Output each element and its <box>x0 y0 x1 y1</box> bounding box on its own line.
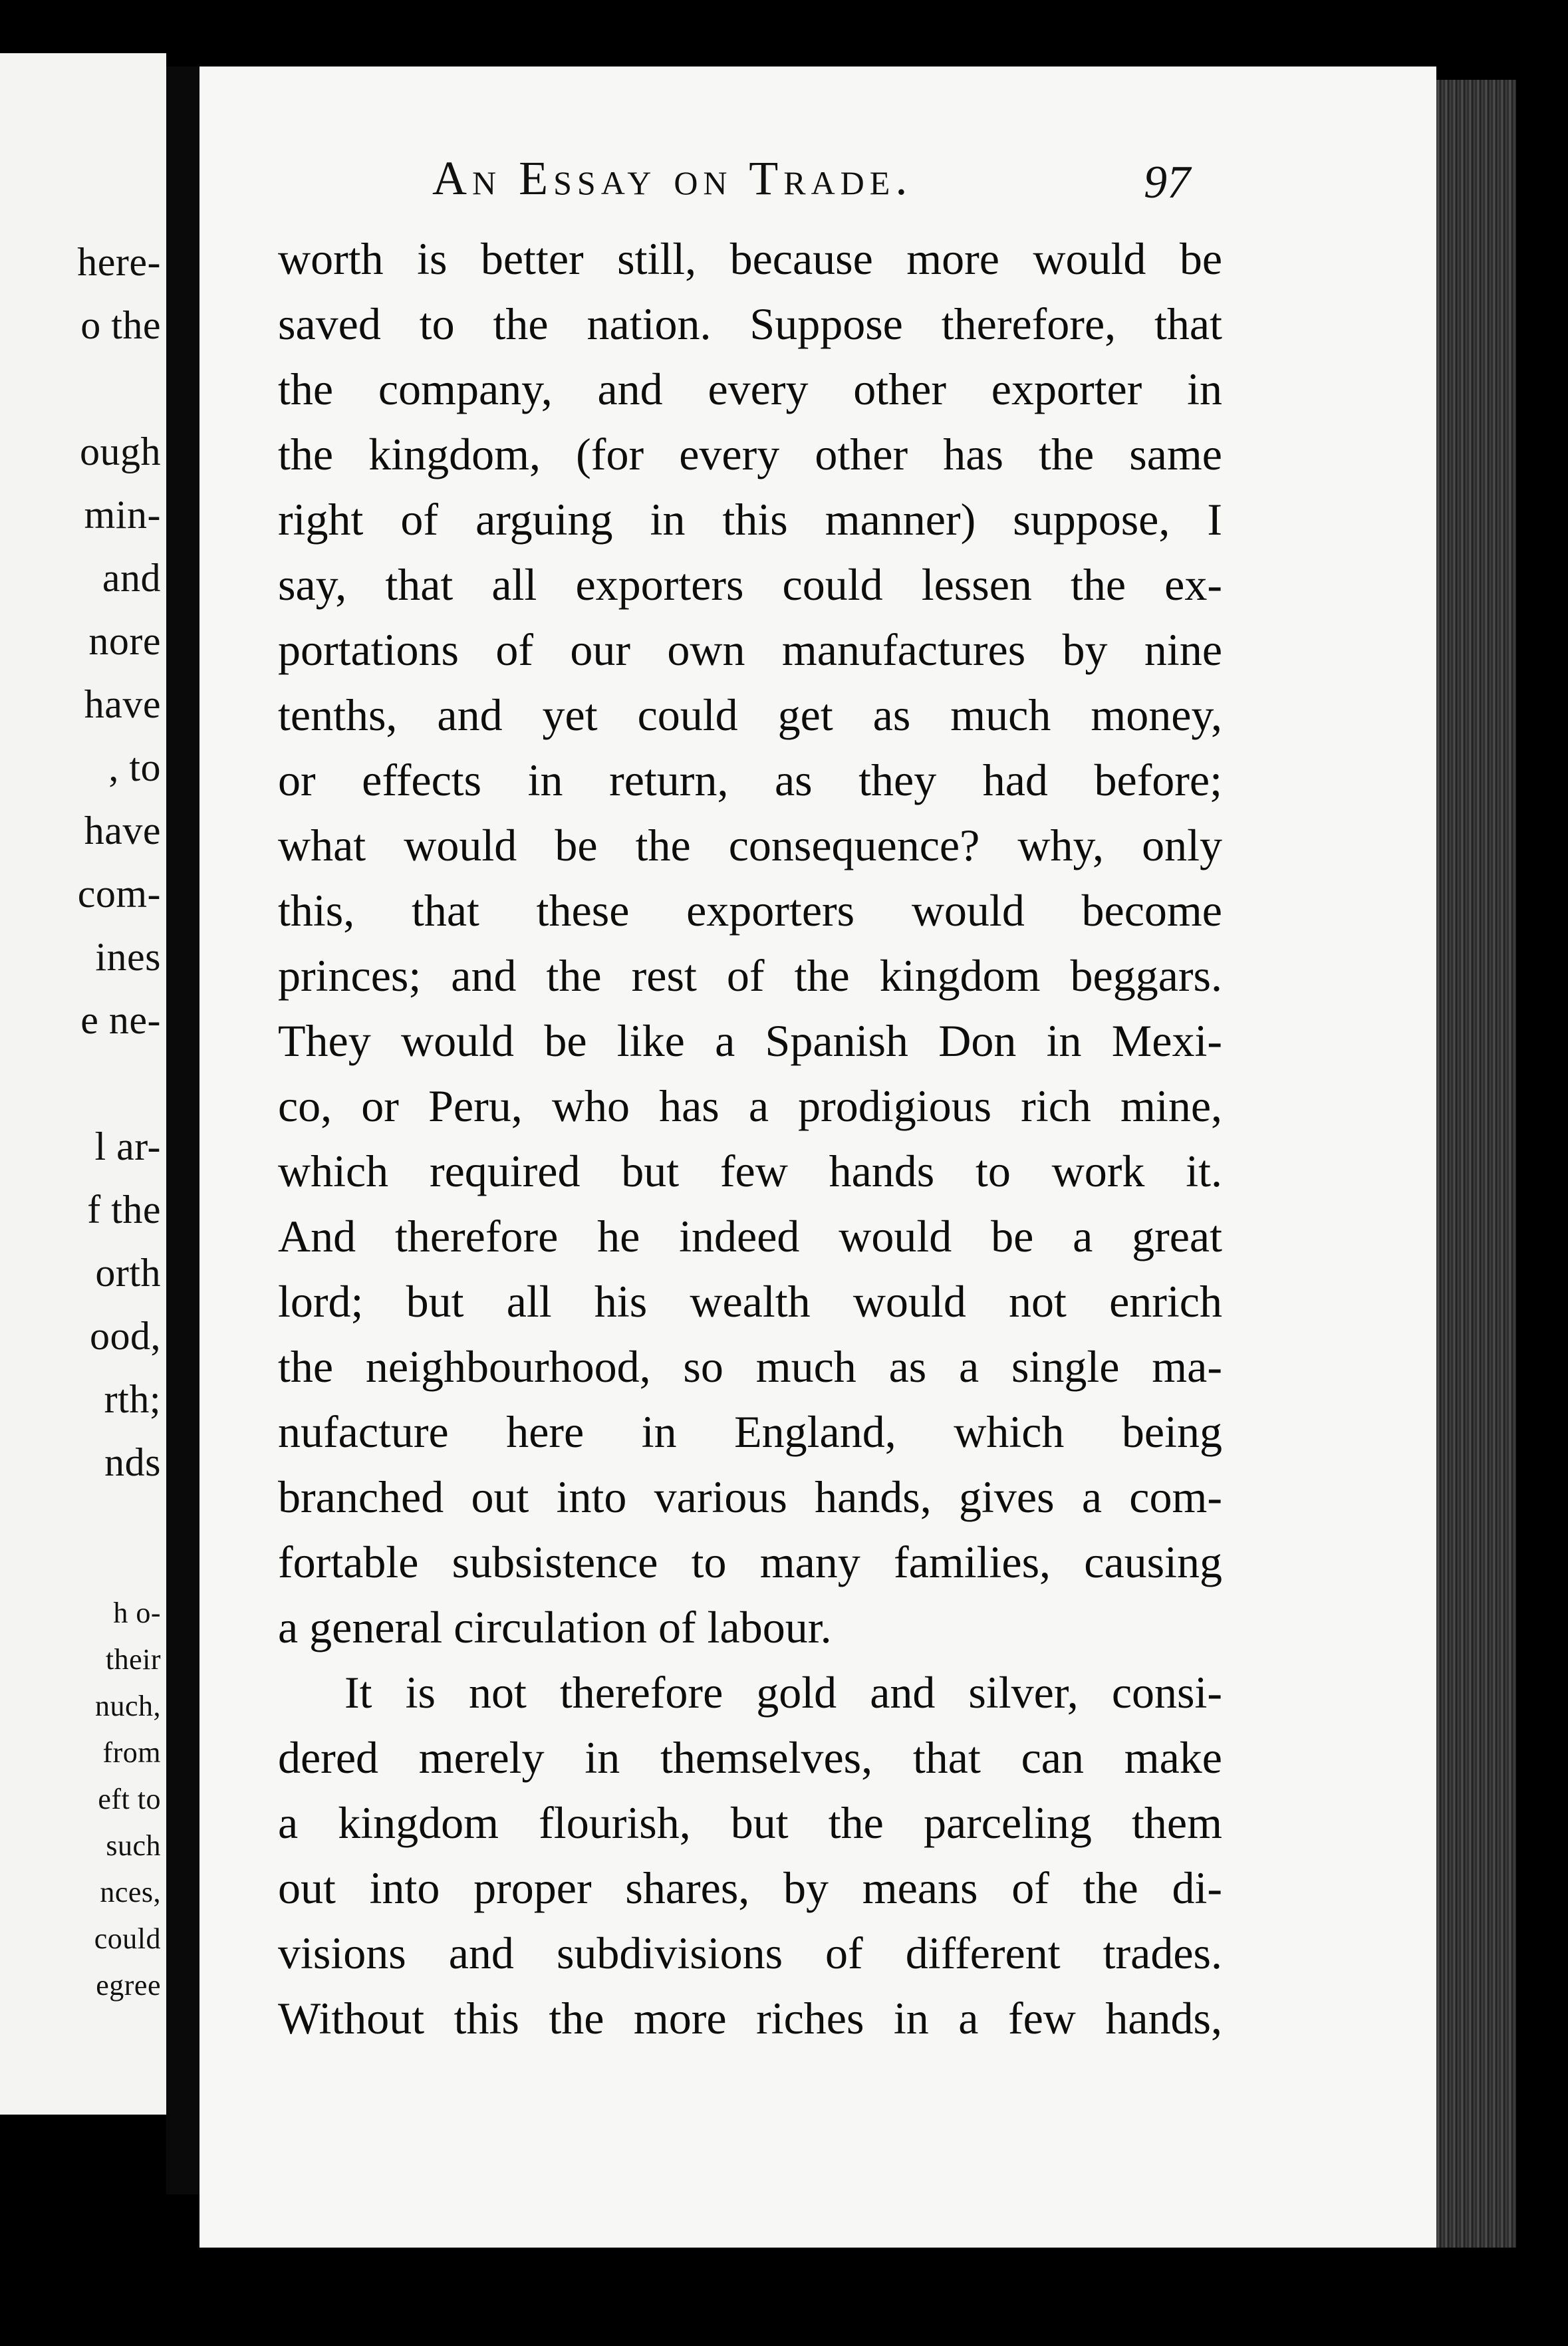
left-page-note-line: eft to <box>98 1783 161 1815</box>
text-line: nufacture here in England, which being <box>278 1406 1222 1457</box>
previous-page-fragment <box>0 53 166 2115</box>
page-body <box>278 226 1222 2051</box>
text-line: visions and subdivisions of different trades. <box>278 1928 1222 1978</box>
left-page-line: ood, <box>90 1314 161 1358</box>
left-page-line: e ne- <box>80 998 161 1042</box>
left-page-line: nore <box>88 619 161 663</box>
text-line: princes; and the rest of the kingdom beggars. <box>278 950 1222 1001</box>
text-line: out into proper shares, by means of the di- <box>278 1863 1222 1913</box>
text-line: this, that these exporters would become <box>278 885 1222 936</box>
page-number: 97 <box>1144 157 1190 208</box>
left-page-line: min- <box>84 493 161 537</box>
text-line: Without this the more riches in a few hands, <box>278 1993 1222 2043</box>
text-line: portations of our own manufactures by nine <box>278 624 1222 675</box>
text-line: dered merely in themselves, that can make <box>278 1732 1222 1783</box>
left-page-line: o the <box>80 303 161 347</box>
text-line: which required but few hands to work it. <box>278 1146 1222 1196</box>
text-line: worth is better still, because more would be <box>278 233 1222 284</box>
text-line: the company, and every other exporter in <box>278 364 1222 414</box>
text-line: the neighbourhood, so much as a single ma- <box>278 1341 1222 1392</box>
left-page-note-line: their <box>105 1643 161 1676</box>
left-page-line: have <box>84 809 161 852</box>
text-line: say, that all exporters could lessen the ex- <box>278 559 1222 610</box>
left-page-line: have <box>84 682 161 726</box>
text-line: co, or Peru, who has a prodigious rich mine, <box>278 1081 1222 1131</box>
left-page-line: nds <box>104 1440 161 1484</box>
text-line: what would be the consequence? why, only <box>278 820 1222 870</box>
left-page-line: and <box>102 556 161 600</box>
text-line: tenths, and yet could get as much money, <box>278 690 1222 740</box>
book-gutter <box>166 66 199 2194</box>
left-page-line: com- <box>77 872 161 916</box>
left-page-line: l ar- <box>94 1124 161 1168</box>
paragraph-first-line: It is not therefore gold and silver, consi- <box>344 1667 1222 1718</box>
text-line: branched out into various hands, gives a com- <box>278 1472 1222 1522</box>
page-stack-edge <box>1436 80 1516 2248</box>
book-page <box>199 66 1436 2248</box>
text-line: right of arguing in this manner) suppose, I <box>278 494 1222 545</box>
left-page-line: here- <box>77 240 161 284</box>
left-page-line: rth; <box>104 1377 161 1421</box>
page-header <box>199 136 1436 216</box>
left-page-line: ines <box>95 935 161 979</box>
left-page-note-line: such <box>106 1829 161 1862</box>
text-line: lord; but all his wealth would not enrich <box>278 1276 1222 1327</box>
text-line: the kingdom, (for every other has the same <box>278 429 1222 479</box>
left-page-line: f the <box>87 1188 161 1232</box>
text-line: or effects in return, as they had before; <box>278 755 1222 805</box>
text-line: saved to the nation. Suppose therefore, that <box>278 299 1222 349</box>
text-line: fortable subsistence to many families, causing <box>278 1537 1222 1587</box>
left-page-line: orth <box>95 1251 161 1295</box>
left-page-note-line: h o- <box>113 1597 161 1629</box>
text-line: And therefore he indeed would be a great <box>278 1211 1222 1261</box>
left-page-note-line: nuch, <box>94 1690 161 1722</box>
text-line: a general circulation of labour. <box>278 1602 832 1652</box>
text-line: They would be like a Spanish Don in Mexi- <box>278 1015 1222 1066</box>
left-page-note-line: from <box>102 1736 161 1769</box>
left-page-note-line: egree <box>96 1969 161 2002</box>
running-title: An Essay on Trade. <box>432 152 913 205</box>
left-page-note-line: could <box>94 1922 161 1955</box>
text-line: a kingdom flourish, but the parceling them <box>278 1797 1222 1848</box>
left-page-line: , to <box>108 745 161 789</box>
left-page-line: ough <box>80 430 161 473</box>
left-page-note-line: nces, <box>100 1876 161 1908</box>
